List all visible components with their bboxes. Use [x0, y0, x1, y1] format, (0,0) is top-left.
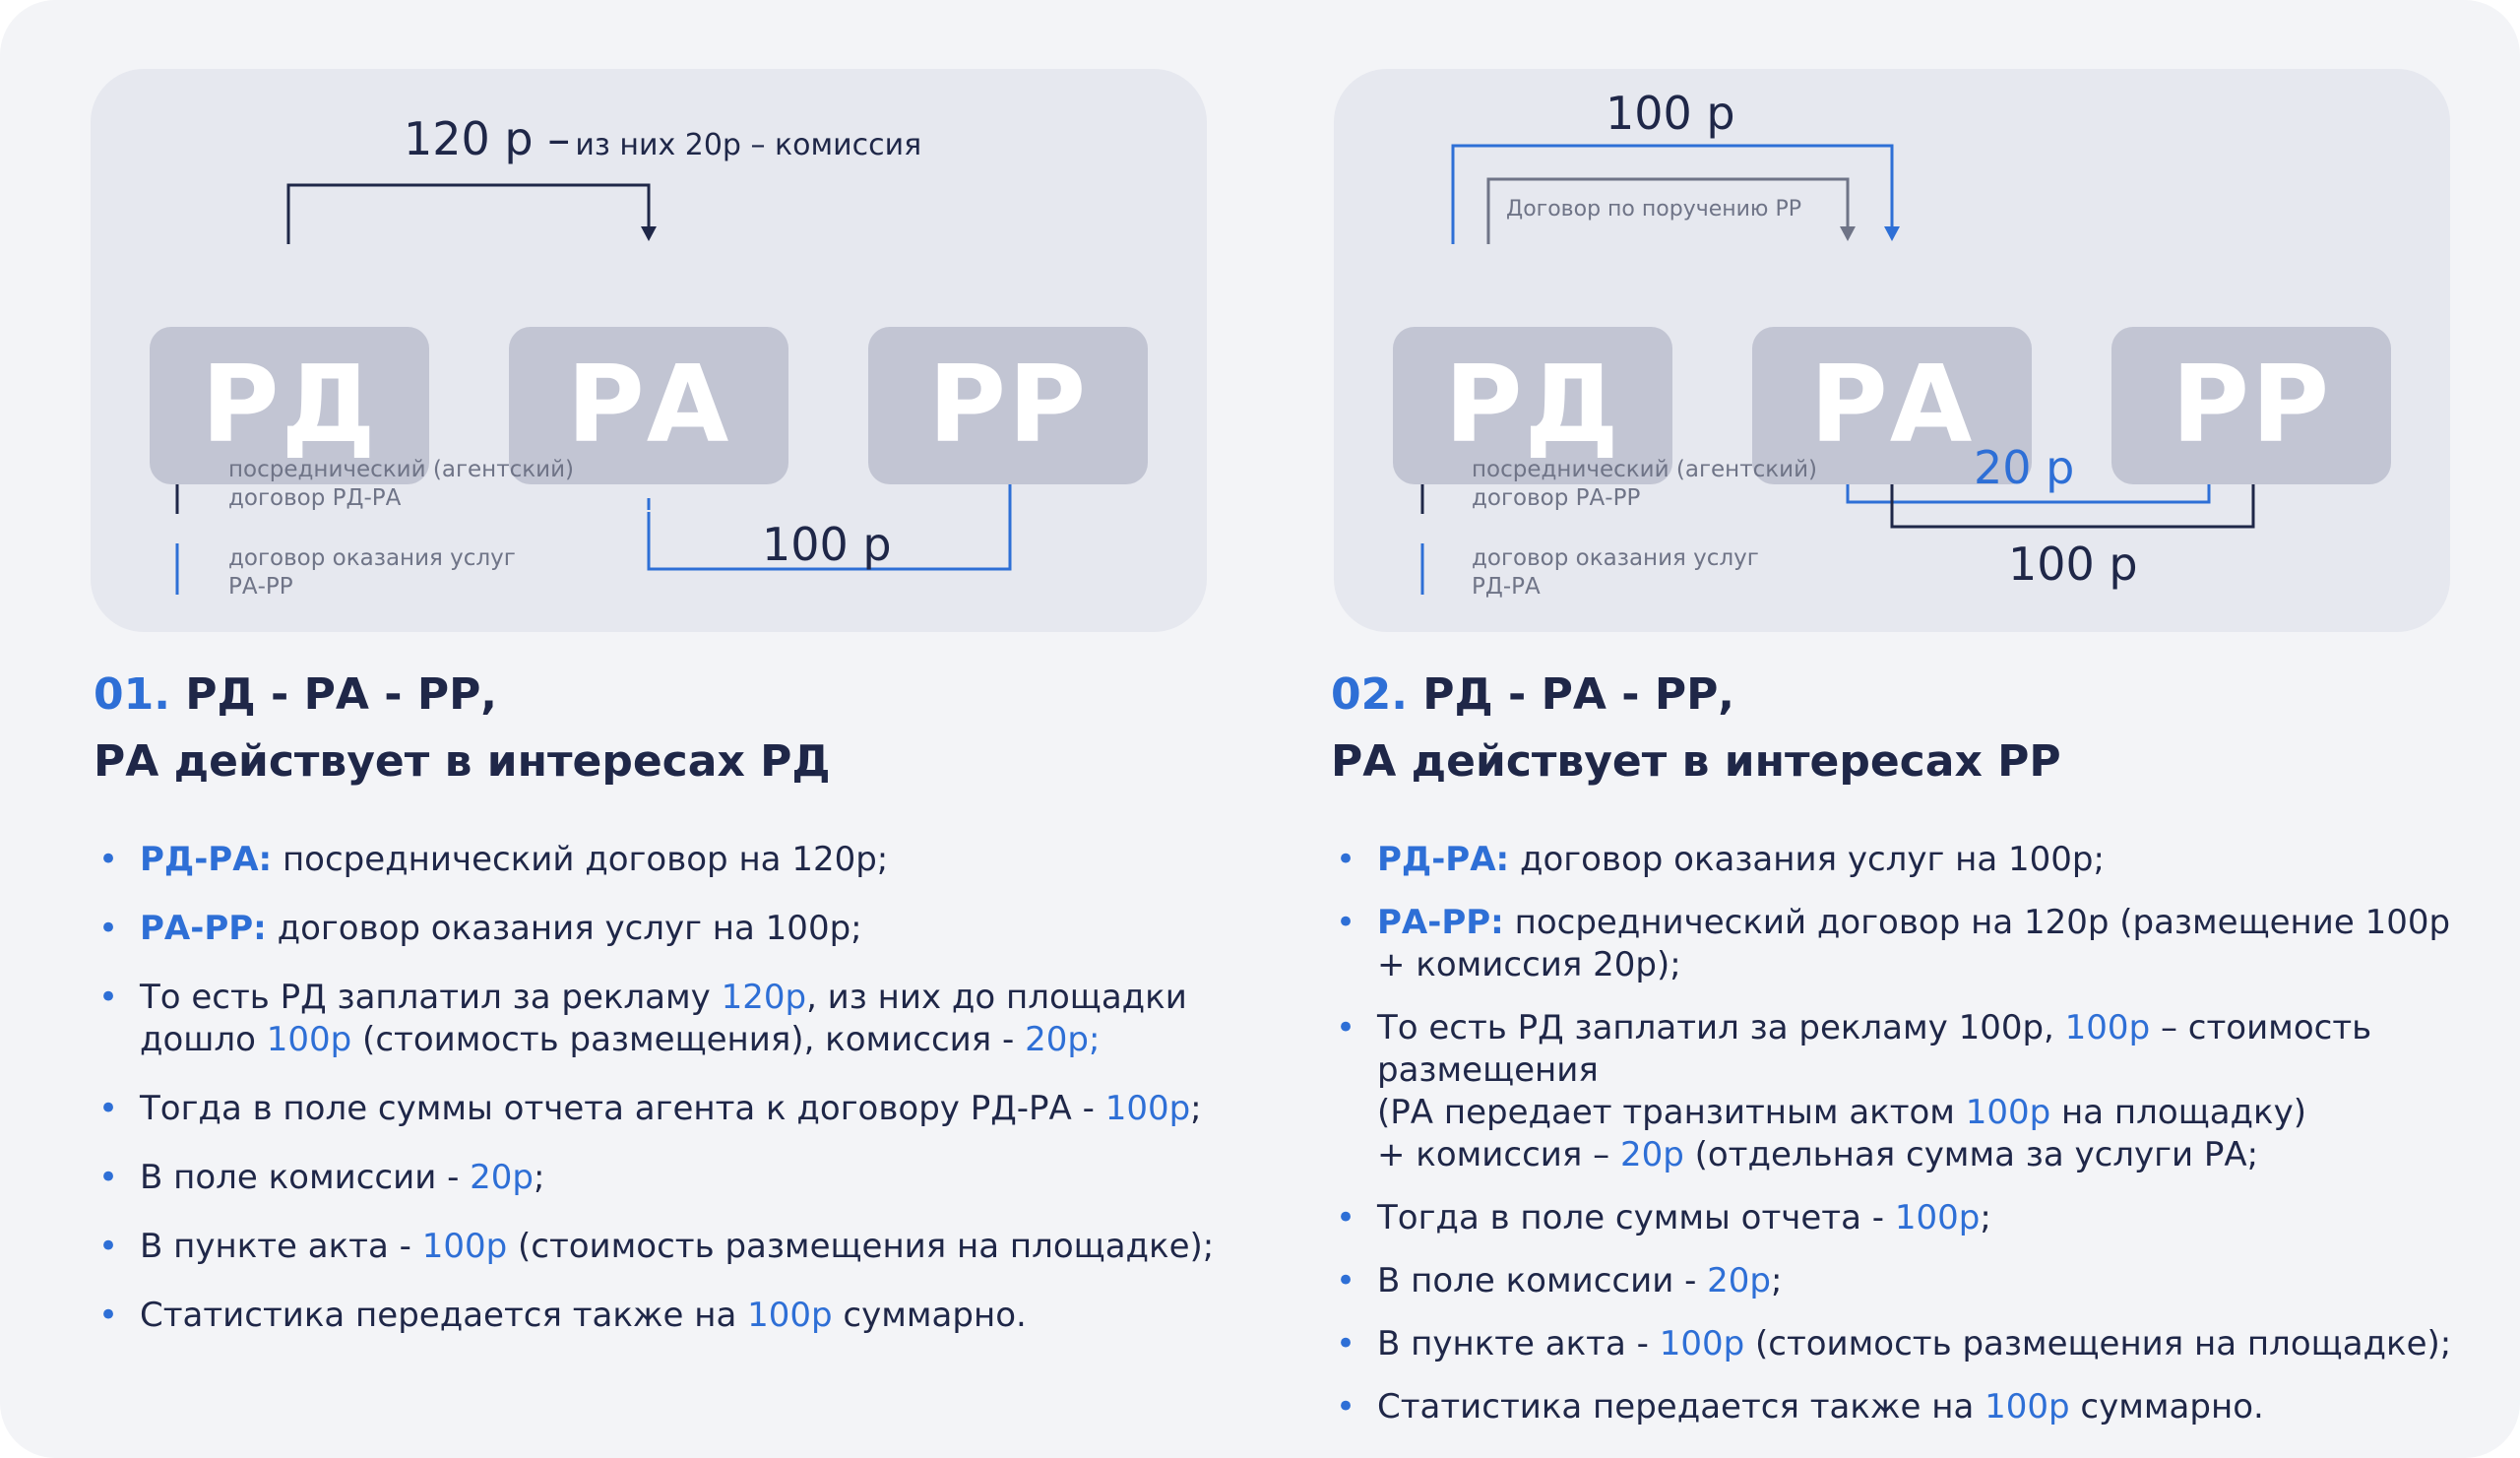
list-item: • В поле комиссии - 20р; [1332, 1260, 2454, 1302]
arrowhead-blue-top [1884, 226, 1900, 241]
list-item: • РД-РА: посреднический договор на 120р; [94, 839, 1236, 881]
commission-amount: 20 р [1974, 441, 2075, 494]
top-amount-note: из них 20р – комиссия [575, 128, 922, 162]
list-item: • В поле комиссии - 20р; [94, 1157, 1236, 1199]
box-ra: РА [1752, 327, 2032, 484]
scheme-1-title-line1: РД - РА - РР, [185, 669, 498, 720]
scheme-2-title-line2: РА действует в интересах РР [1331, 736, 2061, 787]
box-ra: РА [509, 327, 788, 484]
list-item: • РД-РА: договор оказания услуг на 100р; [1332, 839, 2454, 881]
scheme-1-title-line2: РА действует в интересах РД [94, 736, 831, 787]
list-item: • В пункте акта - 100р (стоимость размещения на площадке); [94, 1226, 1236, 1268]
top-amount: 100 р [1606, 87, 1735, 140]
scheme-2-title-line1: РД - РА - РР, [1422, 669, 1735, 720]
scheme-2-number: 02. [1331, 669, 1408, 720]
list-item: • Тогда в поле суммы отчета - 100р; [1332, 1197, 2454, 1239]
box-rr: РР [2111, 327, 2391, 484]
top-note: Договор по поручению РР [1506, 197, 1801, 222]
list-item: • То есть РД заплатил за рекламу 120р, из них до площадки дошло 100р (стоимость размещения), комиссия - 20р; [94, 977, 1236, 1061]
scheme-2-list [1332, 839, 2454, 1428]
top-amount: 120 р – [404, 112, 571, 165]
box-rd: РД [150, 327, 429, 484]
scheme-1-heading [94, 662, 1226, 795]
bottom-amount: 100 р [762, 518, 892, 571]
list-item: • РА-РР: посреднический договор на 120р (размещение 100р + комиссия 20р); [1332, 902, 2454, 986]
legend-agency-contract: посреднический (агентский) договор РД-РА [228, 457, 575, 511]
scheme-1-list [94, 839, 1236, 1337]
legend-agency-contract: посреднический (агентский) договор РА-РР [1472, 457, 1818, 511]
list-item: • Статистика передается также на 100р суммарно. [94, 1295, 1236, 1337]
list-item: • В пункте акта - 100р (стоимость размещения на площадке); [1332, 1323, 2454, 1365]
top-amount-group [404, 112, 921, 165]
arrow-blue-top [1453, 146, 1892, 244]
list-item: • РА-РР: договор оказания услуг на 100р; [94, 908, 1236, 950]
list-item: • То есть РД заплатил за рекламу 100р, 100р – стоимость размещения (РА передает транзитным актом 100р на площадку) + комиссия – 20р (отдельная сумма за услуги РА; [1332, 1007, 2454, 1176]
list-item: • Тогда в поле суммы отчета агента к договору РД-РА - 100р; [94, 1088, 1236, 1130]
diagram-panel-1 [91, 69, 1207, 632]
box-rr: РР [868, 327, 1148, 484]
arrow-rd-to-ra [288, 185, 649, 244]
bottom-amount: 100 р [2008, 538, 2138, 591]
scheme-1-number: 01. [94, 669, 170, 720]
legend-service-contract: договор оказания услуг РД-РА [1472, 545, 1759, 600]
list-item: • Статистика передается также на 100р суммарно. [1332, 1386, 2454, 1428]
scheme-2-heading [1331, 662, 2463, 795]
legend-service-contract: договор оказания услуг РА-РР [228, 545, 516, 600]
diagram-panel-2 [1334, 69, 2450, 632]
arrowhead-dark-inner [1840, 226, 1856, 241]
arrowhead-ra-top [641, 226, 657, 241]
box-rd: РД [1393, 327, 1672, 484]
